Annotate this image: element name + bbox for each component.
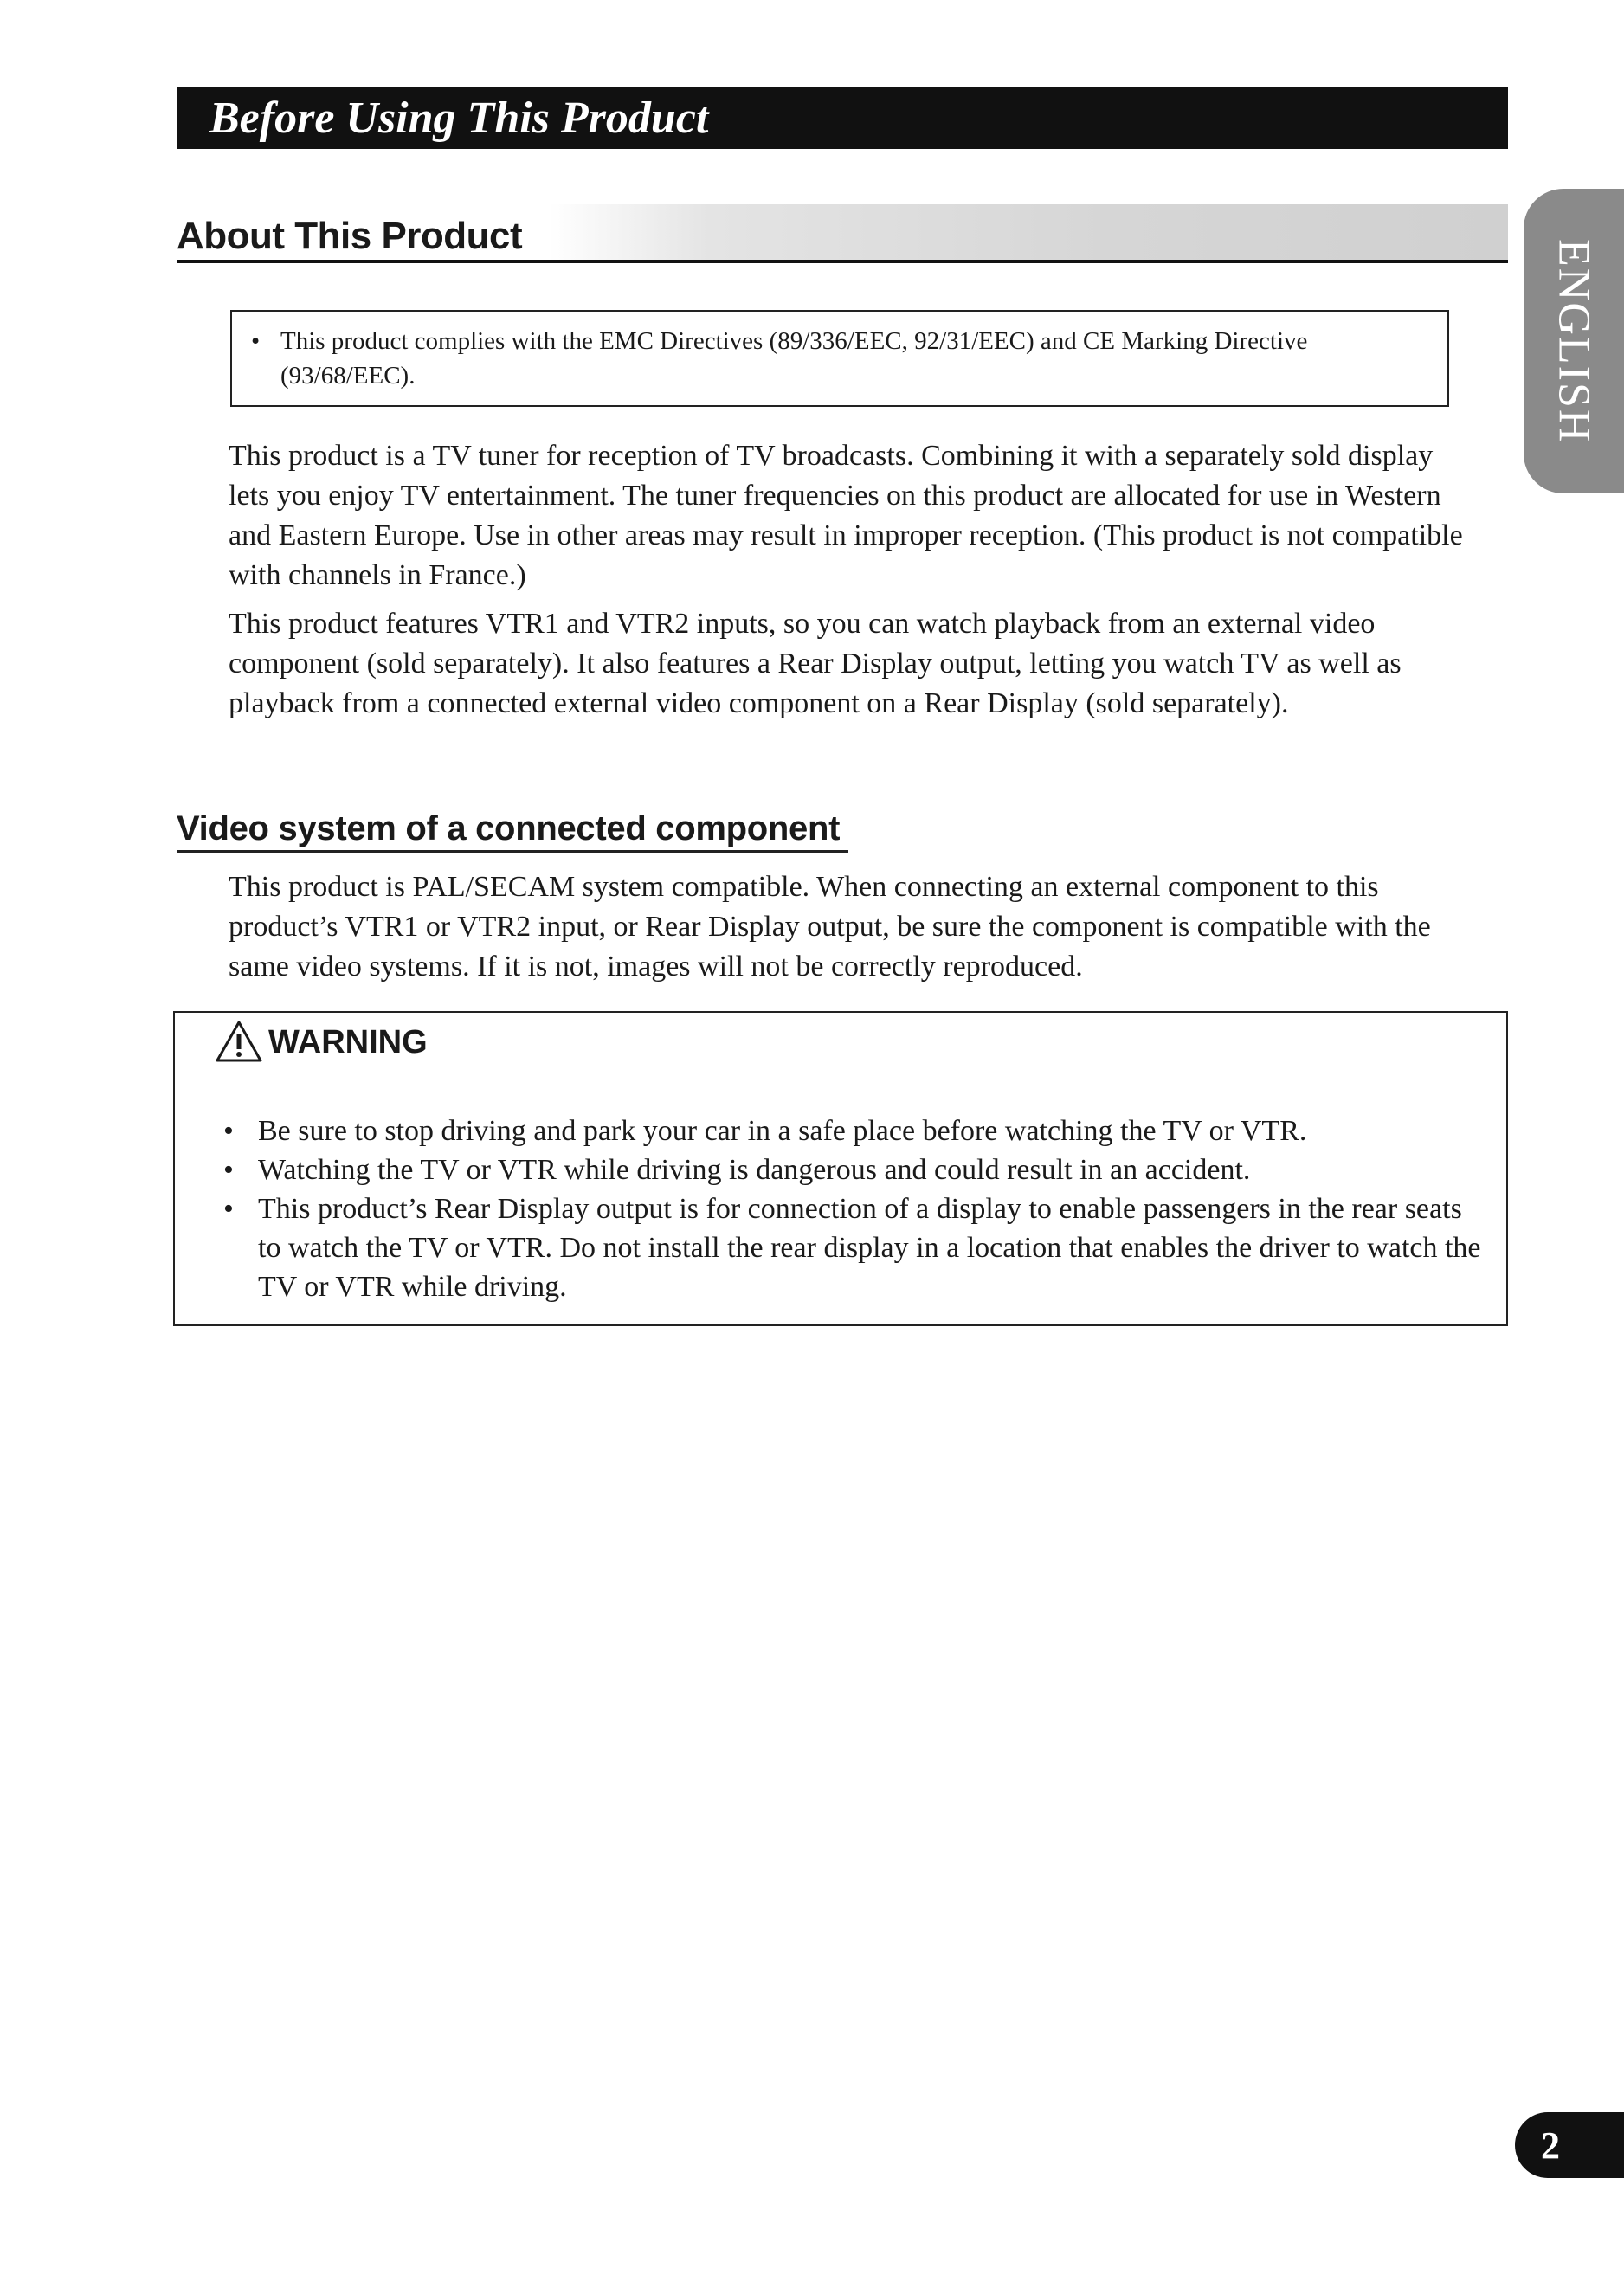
- warning-title: WARNING: [268, 1024, 428, 1060]
- warning-item: • This product’s Rear Display output is for connection of a display to enable passengers in the rear seats to watch the TV or VTR. Do not install the rear display in a location that enables the driver to watch the TV or VTR while driving.: [223, 1189, 1487, 1306]
- warning-item: • Be sure to stop driving and park your car in a safe place before watching the TV or VTR.: [223, 1112, 1487, 1150]
- intro-paragraph: This product is a TV tuner for reception of TV broadcasts. Combining it with a separately sold display lets you enjoy TV entertainment. The tuner frequencies on this product are allocated for use in Western and Eastern Europe. Use in other areas may result in improper reception. (This product is not compatible with channels in France.): [229, 440, 1463, 591]
- page-number-tab: [1515, 2112, 1624, 2178]
- video-system-paragraph: This product is PAL/SECAM system compatible. When connecting an external component to this product’s VTR1 or VTR2 input, or Rear Display output, be sure the component is compatible with the same video systems. If it is not, images will not be correctly reproduced.: [229, 871, 1431, 983]
- section-heading-bar: [177, 204, 1508, 263]
- compliance-notice: • This product complies with the EMC Directives (89/336/EEC, 92/31/EEC) and CE Marking Directive (93/68/EEC).: [251, 324, 1430, 393]
- subsection-heading-bar: [177, 805, 848, 853]
- subsection-heading: Video system of a connected component: [177, 809, 841, 847]
- page-number: 2: [1541, 2123, 1560, 2167]
- warning-item: • Watching the TV or VTR while driving is dangerous and could result in an accident.: [223, 1150, 1487, 1189]
- chapter-title: Before Using This Product: [209, 93, 709, 143]
- language-tab: [1524, 189, 1624, 493]
- warning-box: [173, 1011, 1508, 1326]
- section-heading: About This Product: [177, 215, 523, 257]
- warning-header: [215, 1020, 428, 1063]
- compliance-notice-box: [230, 310, 1449, 407]
- warning-triangle-icon: [215, 1020, 263, 1063]
- chapter-title-banner: [177, 87, 1508, 149]
- warning-list: [223, 1112, 1487, 1306]
- features-paragraph: This product features VTR1 and VTR2 inputs, so you can watch playback from an external video component (sold separately). It also features a Rear Display output, letting you watch TV as well as playback from a connected external video component on a Rear Display (sold separately).: [229, 608, 1402, 719]
- language-tab-label: ENGLISH: [1549, 238, 1599, 444]
